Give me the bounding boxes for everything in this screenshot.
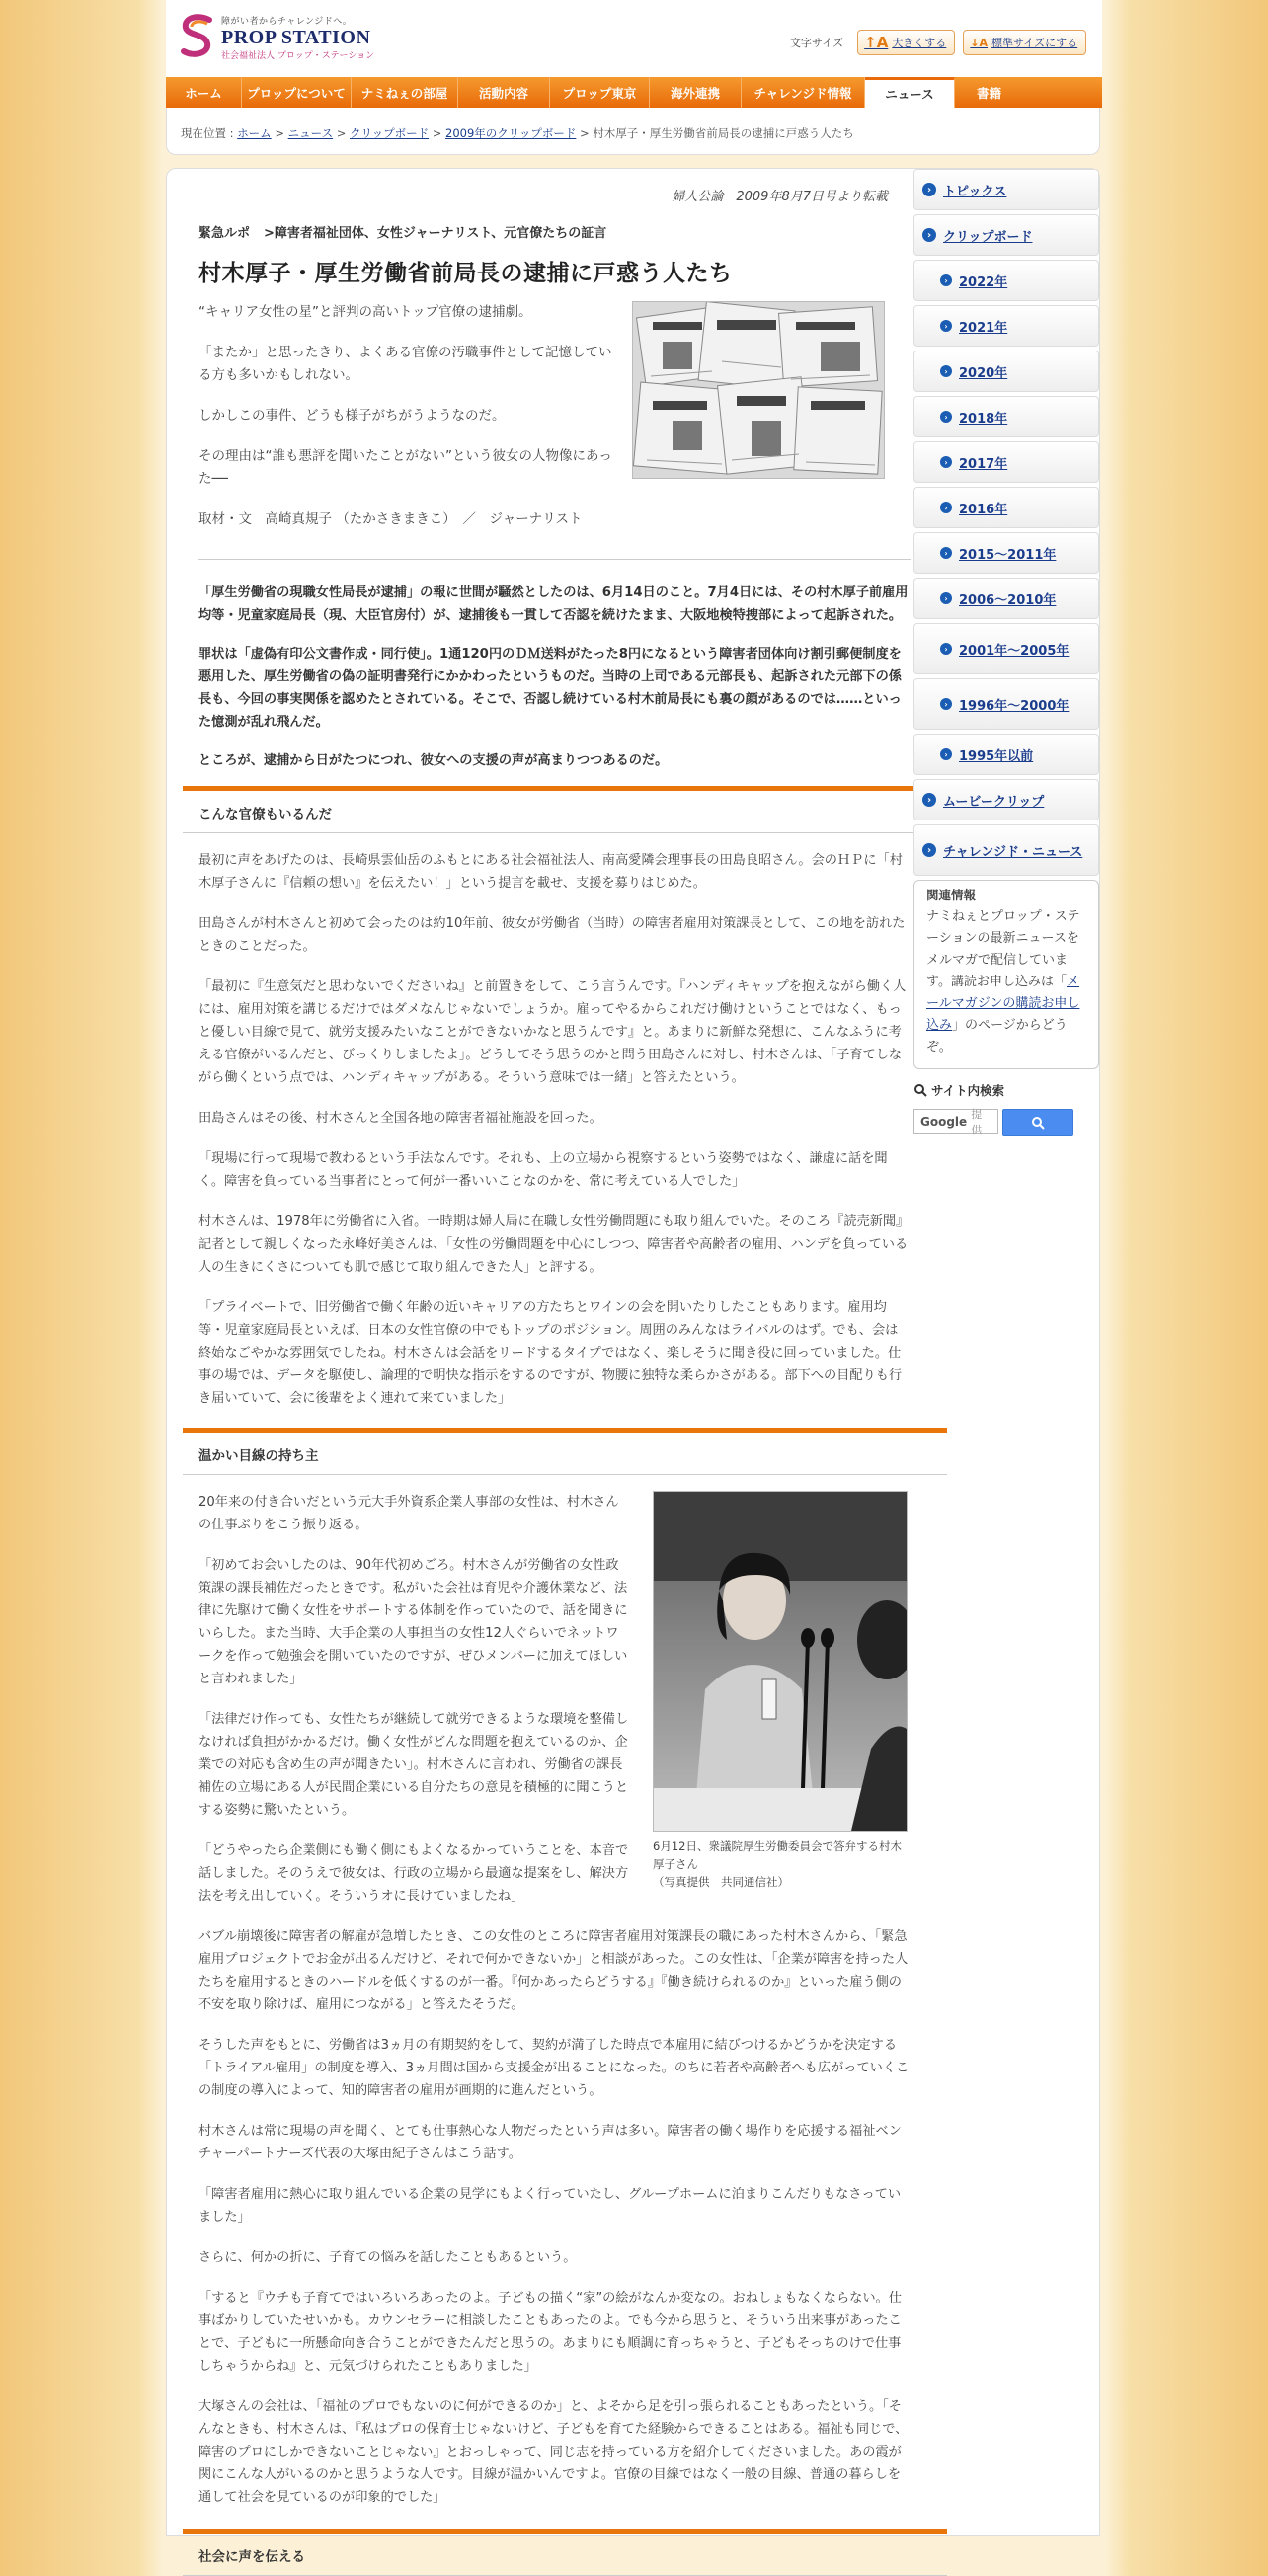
arrow-circle-icon: › <box>940 274 952 286</box>
related-info <box>913 880 1099 1069</box>
intro-para: 「またか」と思ったきり、よくある官僚の汚職事件として記憶している方も多いかもしれない。 <box>198 345 612 383</box>
arrow-circle-icon: › <box>922 793 936 807</box>
byline: 取材・文 高崎真規子 （たかさきまきこ） ／ ジャーナリスト <box>198 511 583 527</box>
sidebar-item[interactable] <box>913 532 1099 574</box>
arrow-circle-icon: › <box>940 592 952 604</box>
intro-para: しかしこの事件、どうも様子がちがうようなのだ。 <box>198 408 506 424</box>
page <box>166 0 1102 2565</box>
body-para: 「初めてお会いしたのは、90年代初めごろ。村木さんが労働省の女性政策課の課長補佐だったときです。私がいた会社は育児や介護休業など、法律に先駆けて働く女性をサポートする体制を作っていたので、話を聞きにいらした。また当時、大手企業の人事担当の女性12人ぐらいでネットワークを作って勉強会を開いていたのですが、ぜひメンバーに加えてほしいと言われました」 <box>198 1558 628 1686</box>
body-para: バブル崩壊後に障害者の解雇が急増したとき、この女性のところに障害者雇用対策課長の職にあった村木さんから、「緊急雇用プロジェクトでお金が出るんだけど、それで何かできないか」と相談があった。この女性は、「企業が障害を持った人たちを雇用するときのハードルを低くするのが一番。『何かあったらどうする』『働き続けられるのか』といった雇う側の不安を取り除けば、雇用につながる」と答えたそうだ。 <box>198 1929 909 2012</box>
logo-name: PROP STATION <box>221 27 371 48</box>
sidebar-item-link[interactable]: 2018年 <box>959 411 1008 427</box>
newspaper-photo <box>632 301 885 479</box>
sidebar-item-link[interactable]: 2001年～2005年 <box>959 643 1070 659</box>
lead-para: 「厚生労働省の現職女性局長が逮捕」の報に世間が騒然としたのは、6月14日のこと。7月4日には、その村木厚子前雇用均等・児童家庭局長（現、大臣官房付）が、逮捕後も一貫して否認を続けたまま、大阪地検特捜部によって起訴された。 <box>198 585 909 623</box>
breadcrumb-prefix: 現在位置 : <box>181 126 238 140</box>
lead-para: 罪状は「虚偽有印公文書作成・同行使」。1通120円のＤＭ送料がたった8円になるという障害者団体向け割引郵便制度を悪用した、厚生労働省の偽の証明書発行にかかわったというものだ。当時の上司である元部長も、起訴された元部下の係長も、今回の事実関係を認めたとされている。そこで、否認し続けている村木前局長にも裏の顔があるのでは……といった憶測が乱れ飛んだ。 <box>198 647 902 730</box>
arrow-circle-icon: › <box>940 320 952 332</box>
arrow-circle-icon: › <box>922 228 936 242</box>
nav-home[interactable]: ホーム <box>166 77 242 108</box>
site-logo[interactable] <box>180 14 374 61</box>
sidebar-item-link[interactable]: 1995年以前 <box>959 748 1034 764</box>
sidebar-item-link[interactable]: 2021年 <box>959 320 1008 336</box>
breadcrumb-2009[interactable]: 2009年のクリップボード <box>445 126 577 140</box>
main-panel <box>166 168 1100 2565</box>
article-intro <box>198 301 908 531</box>
sidebar-item[interactable] <box>913 260 1099 301</box>
category-label: 緊急ルポ <box>198 226 251 241</box>
section-body <box>198 1491 910 1908</box>
breadcrumb-news[interactable]: ニュース <box>287 126 334 140</box>
breadcrumb: 現在位置 : ホーム > ニュース > クリップボード > 2009年のクリップボード > 村木厚子・厚生労働省前局長の逮捕に戸惑う人たち <box>166 108 1100 155</box>
body-para: 「プライベートで、旧労働省で働く年齢の近いキャリアの方たちとワインの会を開いたりしたこともあります。雇用均等・児童家庭局長といえば、日本の女性官僚の中でもトップのポジション。周囲のみんなはライバルのはず。でも、会は終始なごやかな雰囲気でしたね。村木さんは会話をリードするタイプではなく、楽しそうに聞き役に回っていました。仕事の場では、データを駆使し、論理的で明快な指示をするのですが、物腰に独特な柔らかさがある。部下への目配りも行き届いていて、会に後輩をよく連れて来ていました」 <box>198 1300 903 1406</box>
body-para: 田島さんはその後、村木さんと全国各地の障害者福祉施設を回った。 <box>198 1111 602 1126</box>
body-para: 「現場に行って現場で教わるという手法なんです。それも、上の立場から視察するという姿勢ではなく、謙虚に話を聞く。障害を負っている当事者にとって何が一番いいことなのかを、常に考えている人でした」 <box>198 1151 888 1189</box>
body-para: さらに、何かの折に、子育ての悩みを話したこともあるという。 <box>198 2250 577 2265</box>
body-para: 「すると『ウチも子育てではいろいろあったのよ。子どもの描く“家”の絵がなんか変なの。おねしょもなくならない。仕事ばかりしていたせいかも。カウンセラーに相談したこともあったのよ。でも今から思うと、そういう出来事があったことで、子どもに一所懸命向き合うことができたんだと思うの。あまりにも順調に育っちゃうと、子どもそっちのけで仕事しちゃうからね』と、元気づけられたこともありました」 <box>198 2291 902 2374</box>
divider <box>198 559 911 560</box>
sidebar-item[interactable] <box>913 169 1099 210</box>
sidebar-item-link[interactable]: 2022年 <box>959 274 1008 290</box>
sidebar-item[interactable] <box>913 305 1099 347</box>
body-para: 大塚さんの会社は、「福祉のプロでもないのに何ができるのか」と、よそから足を引っ張られることもあったという。「そんなときも、村木さんは、『私はプロの保育士じゃないけど、子どもを育てた経験からできることはある。福祉も同じで、障害のプロにしかできないことじゃない』とおっしゃって、同じ志を持っている方を紹介してくださいました。あの霞が関にこんな人がいるのかと思うような人です。目線が温かいんですよ。官僚の目線ではなく一般の目線、普通の暮らしを通して社会を見ているのが印象的でした」 <box>198 2399 909 2505</box>
body-para: 田島さんが村木さんと初めて会ったのは約10年前、彼女が労働省（当時）の障害者雇用対策課長として、この地を訪れたときのことだった。 <box>198 916 906 954</box>
related-text: ナミねぇとプロップ・ステーションの最新ニュースをメルマガで配信しています。講読お申し込みは「 <box>926 909 1080 989</box>
breadcrumb-clipboard[interactable]: クリップボード <box>350 126 430 140</box>
search-icon <box>1031 1116 1045 1130</box>
lead-para: ところが、逮捕から日がたつにつれ、彼女への支援の声が高まりつつあるのだ。 <box>198 753 669 768</box>
arrow-circle-icon: › <box>940 547 952 559</box>
photo-figure <box>653 1491 908 1891</box>
font-size-label: 文字サイズ <box>790 37 844 49</box>
article-source: 婦人公論 2009年8月7日号より転載 <box>672 190 888 204</box>
body-para: そうした声をもとに、労働省は3ヵ月の有期契約をして、契約が満了した時点で本雇用に結びつけるかどうかを決定する「トライアル雇用」の制度を導入、3ヵ月間は国から支援金が出ることになった。のちに若者や高齢者へも広がっていくこの制度の導入によって、知的障害者の雇用が画期的に進んだという。 <box>198 2038 910 2098</box>
body-para: 「どうやったら企業側にも働く側にもよくなるかっていうことを、本音で話しました。そのうえで彼女は、行政の立場から最適な提案をし、解決方法を考え出していく。そういうオに長けていましたね」 <box>198 1843 629 1904</box>
breadcrumb-current: 村木厚子・厚生労働省前局長の逮捕に戸惑う人たち <box>593 126 854 140</box>
sidebar-item-link[interactable]: ムービークリップ <box>943 794 1045 810</box>
font-standard-button[interactable] <box>963 30 1086 55</box>
nav-challenged[interactable]: チャレンジド情報 <box>742 77 865 108</box>
sidebar-item[interactable] <box>913 734 1099 775</box>
arrow-circle-icon: › <box>922 843 936 857</box>
arrow-circle-icon: › <box>940 456 952 468</box>
nav-activities[interactable]: 活動内容 <box>458 77 550 108</box>
sidebar-item-link[interactable]: 2020年 <box>959 365 1008 381</box>
section-body <box>198 849 910 1410</box>
article-category <box>198 222 908 241</box>
sidebar-item[interactable] <box>913 678 1099 730</box>
sidebar-item[interactable] <box>913 824 1099 876</box>
sidebar-item[interactable] <box>913 487 1099 528</box>
nav-books[interactable]: 書籍 <box>977 85 1002 101</box>
site-search <box>913 1109 1099 1136</box>
sidebar-item-link[interactable]: チャレンジド・ニュース <box>943 844 1083 860</box>
nav-naminee[interactable]: ナミねぇの部屋 <box>352 77 458 108</box>
muraki-photo <box>653 1491 908 1832</box>
body-para: 村木さんは常に現場の声を聞く、とても仕事熱心な人物だったという声は多い。障害者の働く場作りを応援する福祉ベンチャーパートナーズ代表の大塚由紀子さんはこう話す。 <box>198 2124 902 2161</box>
article-subtitle: >障害者福祉団体、女性ジャーナリスト、元官僚たちの証言 <box>264 226 607 241</box>
sidebar-item-link[interactable]: 1996年～2000年 <box>959 698 1070 714</box>
logo-tagline: 障がい者からチャレンジドへ。 <box>221 17 353 27</box>
sidebar-menu <box>913 169 1099 876</box>
search-placeholder: 提供 <box>971 1108 983 1136</box>
arrow-circle-icon: › <box>940 411 952 423</box>
intro-para: “キャリア女性の星”と評判の高いトップ官僚の逮捕劇。 <box>198 304 532 320</box>
arrow-circle-icon: › <box>940 502 952 513</box>
site-header <box>166 0 1102 77</box>
section-heading: 社会に声を伝える <box>183 2529 947 2576</box>
sidebar-item-link[interactable]: 2015～2011年 <box>959 547 1057 563</box>
site-search-title <box>913 1081 1099 1099</box>
sidebar-item-link[interactable]: トピックス <box>943 184 1007 199</box>
body-para: 20年来の付き合いだという元大手外資系企業人事部の女性は、村木さんの仕事ぶりをこう振り返る。 <box>198 1495 619 1532</box>
sidebar-item[interactable] <box>913 578 1099 619</box>
section-body-continued <box>198 1925 910 2509</box>
body-para: 「最初に『生意気だと思わないでくださいね』と前置きをして、こう言うんです。『ハンディキャップを抱えながら働く人には、雇用対策を講じるだけではダメなんじゃないでしょうか。雇ってやるからこれだけ働けということではなく、もっと優しい目線で見て、就労支援みたいなことができないかなと思うんです』と。あまりに新鮮な発想に、こんなふうに考える官僚がいるんだと、びっくりしましたよ」。どうしてそう思うのかと問う田島さんに対し、村木さんは、「子育てしながら働くという点では、ハンディキャップがある。そういう意味では一緒」と答えたという。 <box>198 979 907 1085</box>
nav-news[interactable]: ニュース <box>865 77 955 108</box>
arrow-circle-icon: › <box>940 643 952 655</box>
font-standard-label: 標準サイズにする <box>991 37 1078 49</box>
sidebar <box>913 169 1099 1136</box>
breadcrumb-home[interactable]: ホーム <box>237 126 272 140</box>
sidebar-item[interactable] <box>913 779 1099 820</box>
font-larger-label: 大きくする <box>892 37 947 49</box>
nav-overseas[interactable]: 海外連携 <box>650 77 742 108</box>
site-search-label: サイト内検索 <box>931 1083 1005 1098</box>
arrow-circle-icon: › <box>940 365 952 377</box>
font-larger-button[interactable] <box>857 30 955 55</box>
body-para: 「法律だけ作っても、女性たちが継続して就労できるような環境を整備しなければ負担がかかるだけ。働く女性がどんな問題を抱えているのか、企業での対応も含め生の声が聞きたい」。村木さんに言われ、労働省の課長補佐の立場にある人が民間企業にいる自分たちの意見を積極的に聞こうとする姿勢に驚いたという。 <box>198 1712 629 1818</box>
lead-paragraphs <box>198 582 910 772</box>
font-large-icon: ↑A <box>864 34 889 51</box>
article <box>183 169 908 2576</box>
sidebar-item[interactable] <box>913 214 1099 256</box>
search-button[interactable] <box>1002 1109 1073 1136</box>
magnifier-icon <box>913 1083 927 1097</box>
sidebar-item[interactable] <box>913 623 1099 674</box>
font-size-controls <box>790 30 1086 55</box>
sidebar-item-link[interactable]: 2006～2010年 <box>959 592 1057 608</box>
body-para: 「障害者雇用に熱心に取り組んでいる企業の見学にもよく行っていたし、グループホームに泊まりこんだりもなさっていました」 <box>198 2187 902 2225</box>
body-para: 村木さんは、1978年に労働省に入省。一時期は婦人局に在職し女性労働問題にも取り組んでいた。そのころ『読売新聞』記者として親しくなった永峰好美さんは、「女性の労働問題を中心にしつつ、障害者や高齢者の雇用、ハンデを負っている人の生きにくさについても肌で感じて取り組んできた人」と評する。 <box>198 1214 910 1275</box>
related-text-end: 」のページからどうぞ。 <box>926 1018 1068 1054</box>
sidebar-item-link[interactable]: クリップボード <box>943 229 1033 245</box>
sidebar-item-link[interactable]: 2016年 <box>959 502 1008 517</box>
mailmagazine-link[interactable]: メールマガジンの購読お申し込み <box>926 975 1080 1033</box>
global-nav <box>166 77 1102 108</box>
sidebar-item[interactable] <box>913 351 1099 392</box>
arrow-circle-icon: › <box>922 183 936 196</box>
sidebar-item[interactable] <box>913 441 1099 483</box>
arrow-circle-icon: › <box>940 748 952 760</box>
related-title: 関連情報 <box>926 888 977 902</box>
search-input[interactable] <box>913 1109 998 1134</box>
photo-caption: 6月12日、衆議院厚生労働委員会で答弁する村木厚子さん （写真提供 共同通信社） <box>653 1839 902 1889</box>
nav-about[interactable]: プロップについて <box>242 77 352 108</box>
article-title: 村木厚子・厚生労働省前局長の逮捕に戸惑う人たち <box>198 261 733 286</box>
arrow-circle-icon: › <box>940 698 952 710</box>
nav-tokyo[interactable]: プロップ東京 <box>550 77 650 108</box>
section-heading: こんな官僚もいるんだ <box>183 786 947 833</box>
section-heading: 温かい目線の持ち主 <box>183 1428 947 1475</box>
google-brand: Google <box>920 1115 968 1129</box>
intro-para: その理由は“誰も悪評を聞いたことがない”という彼女の人物像にあった── <box>198 448 612 487</box>
sidebar-item[interactable] <box>913 396 1099 437</box>
logo-mark-icon <box>180 14 213 57</box>
logo-sub: 社会福祉法人 プロップ・ステーション <box>221 51 375 61</box>
sidebar-item-link[interactable]: 2017年 <box>959 456 1008 472</box>
body-para: 最初に声をあげたのは、長崎県雲仙岳のふもとにある社会福祉法人、南高愛隣会理事長の田島良昭さん。会のＨＰに「村木厚子さんに『信頼の想い』を伝えたい！」という提言を載せ、支援を募りはじめた。 <box>198 853 903 891</box>
font-standard-icon: ↓A <box>970 36 989 49</box>
